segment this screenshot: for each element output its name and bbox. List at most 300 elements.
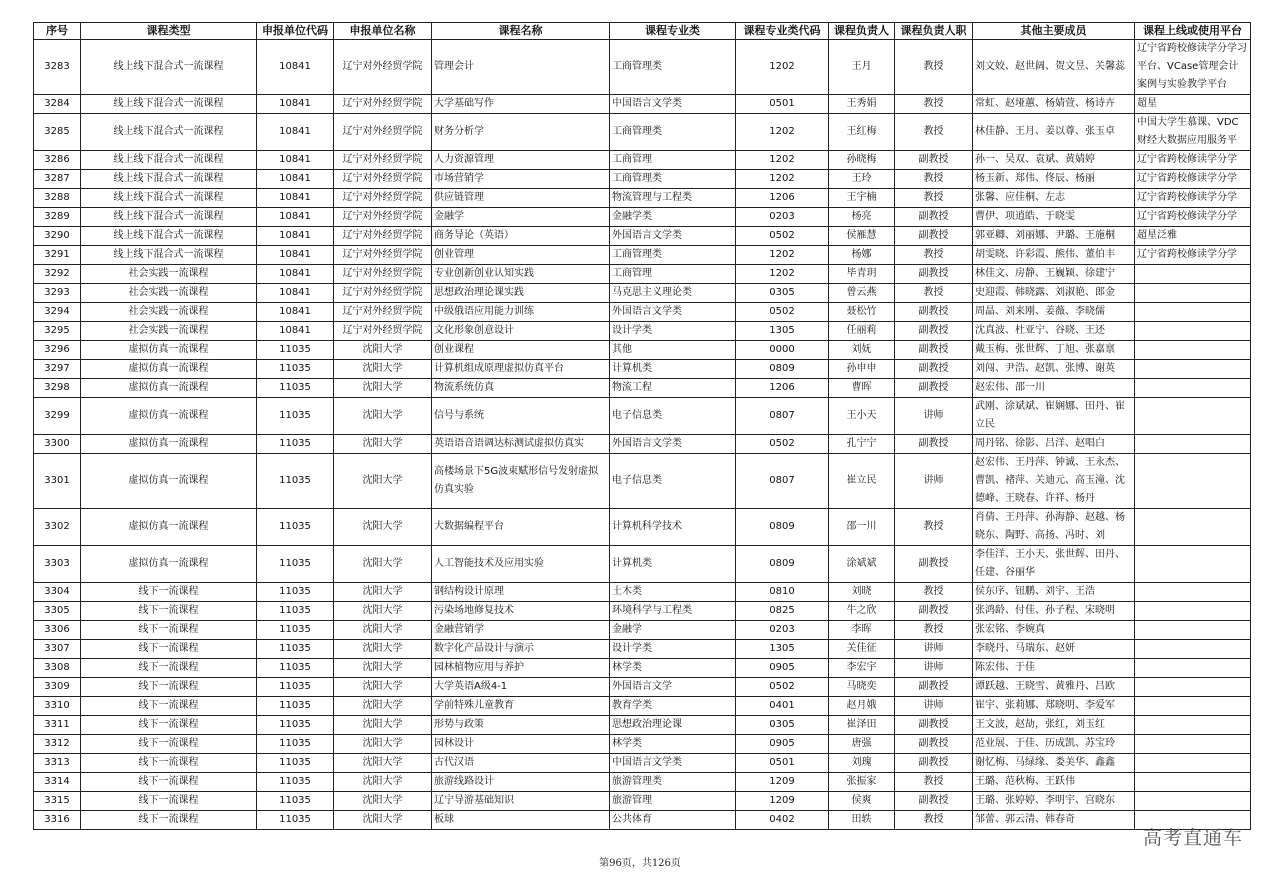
cell-category-code: 0501 <box>736 95 829 114</box>
cell-course-name: 中级俄语应用能力训练 <box>432 303 610 322</box>
cell-members: 郭亚卿、刘丽娜、尹璐、王施桐 <box>973 227 1135 246</box>
header-row <box>34 23 1251 40</box>
cell-lead-title: 副教授 <box>895 602 973 621</box>
cell-members: 周晶、刘来刚、姜薇、李晓儒 <box>973 303 1135 322</box>
cell-unit-code: 11035 <box>257 716 334 735</box>
cell-course-name: 供应链管理 <box>432 189 610 208</box>
table-row <box>34 546 1251 583</box>
cell-unit-name: 沈阳大学 <box>334 792 432 811</box>
table-row <box>34 678 1251 697</box>
cell-lead-title: 副教授 <box>895 735 973 754</box>
course-table <box>33 22 1251 830</box>
cell-lead: 孔宁宁 <box>829 435 895 454</box>
cell-type: 线上线下混合式一流课程 <box>81 151 257 170</box>
cell-platform <box>1135 754 1251 773</box>
cell-lead: 聂松竹 <box>829 303 895 322</box>
table-row <box>34 792 1251 811</box>
header-no: 序号 <box>34 23 81 40</box>
cell-lead: 牛之欣 <box>829 602 895 621</box>
cell-course-name: 财务分析学 <box>432 114 610 151</box>
cell-lead: 李宏宇 <box>829 659 895 678</box>
cell-category-code: 0401 <box>736 697 829 716</box>
cell-unit-code: 11035 <box>257 509 334 546</box>
cell-unit-code: 11035 <box>257 754 334 773</box>
cell-category: 工商管理类 <box>610 170 736 189</box>
cell-unit-code: 11035 <box>257 640 334 659</box>
cell-members: 张鸿龄、付佳、孙子程、宋晓明 <box>973 602 1135 621</box>
cell-course-name: 园林植物应用与养护 <box>432 659 610 678</box>
cell-unit-code: 11035 <box>257 735 334 754</box>
cell-course-name: 高楼场景下5G波束赋形信号发射虚拟仿真实验 <box>432 454 610 509</box>
cell-lead: 王玲 <box>829 170 895 189</box>
cell-type: 线下一流课程 <box>81 621 257 640</box>
cell-no: 3299 <box>34 398 81 435</box>
cell-lead-title: 副教授 <box>895 716 973 735</box>
cell-lead: 李晖 <box>829 621 895 640</box>
cell-category: 计算机类 <box>610 546 736 583</box>
cell-course-name: 板球 <box>432 811 610 830</box>
cell-category-code: 0501 <box>736 754 829 773</box>
cell-lead: 孙晓梅 <box>829 151 895 170</box>
cell-type: 线上线下混合式一流课程 <box>81 40 257 95</box>
cell-platform <box>1135 716 1251 735</box>
table-row <box>34 114 1251 151</box>
cell-no: 3303 <box>34 546 81 583</box>
cell-type: 社会实践一流课程 <box>81 284 257 303</box>
cell-lead-title: 教授 <box>895 40 973 95</box>
cell-type: 虚拟仿真一流课程 <box>81 379 257 398</box>
cell-platform: 超星泛雅 <box>1135 227 1251 246</box>
cell-no: 3316 <box>34 811 81 830</box>
cell-lead: 崔泽田 <box>829 716 895 735</box>
cell-course-name: 园林设计 <box>432 735 610 754</box>
cell-unit-name: 辽宁对外经贸学院 <box>334 151 432 170</box>
table-row <box>34 189 1251 208</box>
cell-unit-code: 11035 <box>257 773 334 792</box>
cell-type: 线上线下混合式一流课程 <box>81 227 257 246</box>
cell-no: 3284 <box>34 95 81 114</box>
cell-type: 虚拟仿真一流课程 <box>81 360 257 379</box>
cell-lead: 曾云燕 <box>829 284 895 303</box>
cell-type: 线上线下混合式一流课程 <box>81 170 257 189</box>
cell-category-code: 0402 <box>736 811 829 830</box>
cell-unit-code: 11035 <box>257 341 334 360</box>
cell-members: 武刚、涂斌斌、崔娴娜、田丹、崔立民 <box>973 398 1135 435</box>
cell-unit-name: 辽宁对外经贸学院 <box>334 265 432 284</box>
cell-members: 王文波，赵劼，张红，刘玉红 <box>973 716 1135 735</box>
cell-unit-name: 沈阳大学 <box>334 379 432 398</box>
cell-lead: 杨亮 <box>829 208 895 227</box>
cell-members: 谢忆梅、马绿缘、娄美华、鑫鑫 <box>973 754 1135 773</box>
cell-course-name: 古代汉语 <box>432 754 610 773</box>
cell-category: 林学类 <box>610 735 736 754</box>
cell-lead-title: 教授 <box>895 621 973 640</box>
cell-unit-name: 沈阳大学 <box>334 811 432 830</box>
cell-no: 3294 <box>34 303 81 322</box>
cell-type: 线下一流课程 <box>81 735 257 754</box>
cell-no: 3297 <box>34 360 81 379</box>
cell-course-name: 创业管理 <box>432 246 610 265</box>
cell-members: 肖倩、王丹萍、孙海静、赵越、杨晓东、陶野、高扬、冯时、刘 <box>973 509 1135 546</box>
cell-members: 沈真波、杜亚宁、谷晓、王还 <box>973 322 1135 341</box>
cell-course-name: 创业课程 <box>432 341 610 360</box>
cell-lead-title: 教授 <box>895 114 973 151</box>
cell-lead: 王红梅 <box>829 114 895 151</box>
cell-unit-code: 10841 <box>257 227 334 246</box>
cell-type: 虚拟仿真一流课程 <box>81 509 257 546</box>
table-row <box>34 151 1251 170</box>
cell-lead: 涂斌斌 <box>829 546 895 583</box>
cell-unit-code: 10841 <box>257 284 334 303</box>
cell-lead: 曹晖 <box>829 379 895 398</box>
cell-members: 刘文姣、赵世阔、贺文昱、关馨蕊 <box>973 40 1135 95</box>
table-row <box>34 454 1251 509</box>
cell-lead: 田轶 <box>829 811 895 830</box>
cell-course-name: 专业创新创业认知实践 <box>432 265 610 284</box>
cell-course-name: 钢结构设计原理 <box>432 583 610 602</box>
cell-no: 3314 <box>34 773 81 792</box>
cell-unit-code: 11035 <box>257 602 334 621</box>
cell-category-code: 1202 <box>736 170 829 189</box>
table-row <box>34 583 1251 602</box>
cell-lead: 王秀娟 <box>829 95 895 114</box>
cell-lead-title: 副教授 <box>895 265 973 284</box>
cell-no: 3312 <box>34 735 81 754</box>
cell-no: 3301 <box>34 454 81 509</box>
cell-unit-name: 沈阳大学 <box>334 678 432 697</box>
cell-lead: 侯爽 <box>829 792 895 811</box>
cell-unit-name: 辽宁对外经贸学院 <box>334 246 432 265</box>
cell-category-code: 0809 <box>736 360 829 379</box>
cell-unit-code: 10841 <box>257 208 334 227</box>
cell-lead: 任丽莉 <box>829 322 895 341</box>
cell-no: 3307 <box>34 640 81 659</box>
cell-unit-code: 10841 <box>257 265 334 284</box>
cell-members: 范业展、于佳、历成凯、苏宝玲 <box>973 735 1135 754</box>
cell-category: 其他 <box>610 341 736 360</box>
table-row <box>34 398 1251 435</box>
cell-unit-code: 10841 <box>257 151 334 170</box>
cell-unit-name: 沈阳大学 <box>334 398 432 435</box>
cell-category-code: 0502 <box>736 303 829 322</box>
table-row <box>34 435 1251 454</box>
cell-unit-code: 11035 <box>257 697 334 716</box>
cell-type: 线下一流课程 <box>81 754 257 773</box>
cell-category-code: 0305 <box>736 716 829 735</box>
table-row <box>34 509 1251 546</box>
cell-unit-name: 辽宁对外经贸学院 <box>334 189 432 208</box>
cell-unit-code: 10841 <box>257 40 334 95</box>
table-row <box>34 246 1251 265</box>
cell-category-code: 1206 <box>736 189 829 208</box>
cell-unit-code: 10841 <box>257 189 334 208</box>
cell-no: 3302 <box>34 509 81 546</box>
cell-members: 赵宏伟、王丹萍、钟诚、王永杰、曹凯、褚萍、关迪元、高玉潼、沈德峰、王晓春、许祥、杨丹 <box>973 454 1135 509</box>
cell-no: 3296 <box>34 341 81 360</box>
cell-members: 赵宏伟、邵一川 <box>973 379 1135 398</box>
table-row <box>34 697 1251 716</box>
cell-unit-name: 沈阳大学 <box>334 754 432 773</box>
cell-category-code: 0000 <box>736 341 829 360</box>
cell-type: 线下一流课程 <box>81 583 257 602</box>
cell-unit-code: 10841 <box>257 170 334 189</box>
cell-no: 3288 <box>34 189 81 208</box>
cell-course-name: 市场营销学 <box>432 170 610 189</box>
cell-category: 外国语言文学类 <box>610 435 736 454</box>
cell-no: 3305 <box>34 602 81 621</box>
cell-lead-title: 副教授 <box>895 208 973 227</box>
cell-category-code: 0810 <box>736 583 829 602</box>
cell-unit-name: 沈阳大学 <box>334 716 432 735</box>
cell-platform <box>1135 792 1251 811</box>
cell-category-code: 1209 <box>736 773 829 792</box>
cell-members: 李佳洋、王小天、张世辉、田丹、任建、谷丽华 <box>973 546 1135 583</box>
header-category-code: 课程专业类代码 <box>736 23 829 40</box>
table-row <box>34 811 1251 830</box>
cell-members: 杨玉新、郑伟、佟辰、杨丽 <box>973 170 1135 189</box>
cell-members: 周丹铭、徐影、吕洋、赵唱白 <box>973 435 1135 454</box>
cell-category: 外国语言文学类 <box>610 303 736 322</box>
table-body <box>34 40 1251 830</box>
cell-category: 工商管理 <box>610 265 736 284</box>
cell-lead: 刘妩 <box>829 341 895 360</box>
cell-category: 工商管理 <box>610 151 736 170</box>
cell-course-name: 计算机组成原理虚拟仿真平台 <box>432 360 610 379</box>
cell-category: 旅游管理 <box>610 792 736 811</box>
cell-category-code: 1202 <box>736 265 829 284</box>
cell-lead: 刘瑰 <box>829 754 895 773</box>
cell-members: 张馨、应佳桐、左志 <box>973 189 1135 208</box>
cell-platform: 辽宁省跨校修读学分学 <box>1135 246 1251 265</box>
cell-members: 张宏铭、李婉真 <box>973 621 1135 640</box>
cell-lead-title: 讲师 <box>895 398 973 435</box>
cell-course-name: 旅游线路设计 <box>432 773 610 792</box>
cell-unit-name: 沈阳大学 <box>334 697 432 716</box>
cell-category: 中国语言文学类 <box>610 754 736 773</box>
cell-unit-code: 11035 <box>257 659 334 678</box>
cell-category: 物流管理与工程类 <box>610 189 736 208</box>
cell-members: 侯东序、钮鹏、刘宇、王浩 <box>973 583 1135 602</box>
cell-lead-title: 讲师 <box>895 659 973 678</box>
cell-no: 3308 <box>34 659 81 678</box>
cell-type: 虚拟仿真一流课程 <box>81 454 257 509</box>
header-members: 其他主要成员 <box>973 23 1135 40</box>
cell-course-name: 人力资源管理 <box>432 151 610 170</box>
cell-category-code: 1202 <box>736 40 829 95</box>
cell-course-name: 数字化产品设计与演示 <box>432 640 610 659</box>
cell-lead-title: 副教授 <box>895 303 973 322</box>
table-row <box>34 754 1251 773</box>
cell-lead: 王月 <box>829 40 895 95</box>
table-row <box>34 379 1251 398</box>
cell-unit-code: 11035 <box>257 583 334 602</box>
cell-type: 线下一流课程 <box>81 640 257 659</box>
cell-category: 设计学类 <box>610 322 736 341</box>
cell-course-name: 学前特殊儿童教育 <box>432 697 610 716</box>
cell-unit-name: 辽宁对外经贸学院 <box>334 227 432 246</box>
cell-platform <box>1135 659 1251 678</box>
cell-lead-title: 副教授 <box>895 341 973 360</box>
cell-members: 孙一、吴双、袁斌、黄婧婷 <box>973 151 1135 170</box>
cell-unit-name: 沈阳大学 <box>334 454 432 509</box>
cell-category: 金融学类 <box>610 208 736 227</box>
cell-course-name: 物流系统仿真 <box>432 379 610 398</box>
header-type: 课程类型 <box>81 23 257 40</box>
cell-lead-title: 教授 <box>895 170 973 189</box>
cell-unit-code: 11035 <box>257 379 334 398</box>
cell-unit-name: 辽宁对外经贸学院 <box>334 322 432 341</box>
cell-members: 戴玉梅、张世辉、丁旭、张嘉禀 <box>973 341 1135 360</box>
cell-no: 3315 <box>34 792 81 811</box>
cell-platform <box>1135 398 1251 435</box>
cell-course-name: 商务导论（英语） <box>432 227 610 246</box>
cell-no: 3310 <box>34 697 81 716</box>
cell-category: 物流工程 <box>610 379 736 398</box>
cell-lead-title: 讲师 <box>895 640 973 659</box>
cell-members: 谭跃越、王晓雪、黄雅丹、吕欧 <box>973 678 1135 697</box>
cell-course-name: 辽宁导游基础知识 <box>432 792 610 811</box>
table-row <box>34 602 1251 621</box>
table-row <box>34 284 1251 303</box>
table-row <box>34 95 1251 114</box>
cell-course-name: 大学基础写作 <box>432 95 610 114</box>
cell-type: 线下一流课程 <box>81 716 257 735</box>
cell-no: 3289 <box>34 208 81 227</box>
cell-platform <box>1135 735 1251 754</box>
cell-platform <box>1135 435 1251 454</box>
cell-lead: 杨娜 <box>829 246 895 265</box>
cell-members: 林佳静、王月、姜以尊、张玉卓 <box>973 114 1135 151</box>
cell-no: 3313 <box>34 754 81 773</box>
cell-lead: 孙申申 <box>829 360 895 379</box>
cell-unit-code: 11035 <box>257 811 334 830</box>
cell-no: 3292 <box>34 265 81 284</box>
table-row <box>34 170 1251 189</box>
cell-category-code: 0502 <box>736 227 829 246</box>
cell-category-code: 0502 <box>736 435 829 454</box>
cell-category: 设计学类 <box>610 640 736 659</box>
cell-unit-code: 10841 <box>257 114 334 151</box>
cell-category-code: 0809 <box>736 546 829 583</box>
cell-category-code: 0203 <box>736 208 829 227</box>
cell-course-name: 英语语音语调达标测试虚拟仿真实 <box>432 435 610 454</box>
cell-type: 线下一流课程 <box>81 697 257 716</box>
cell-members: 曹伊、项逍皓、于晓雯 <box>973 208 1135 227</box>
cell-unit-name: 沈阳大学 <box>334 621 432 640</box>
cell-type: 线下一流课程 <box>81 792 257 811</box>
watermark-text: 高考直通车 <box>1143 827 1244 849</box>
cell-members: 常虹、赵垭蕙、杨婧萱、杨诗卉 <box>973 95 1135 114</box>
cell-unit-code: 10841 <box>257 303 334 322</box>
cell-category-code: 1202 <box>736 246 829 265</box>
cell-no: 3300 <box>34 435 81 454</box>
cell-type: 线上线下混合式一流课程 <box>81 114 257 151</box>
cell-members: 刘闯、尹浩、赵凯、张博、谢英 <box>973 360 1135 379</box>
cell-lead-title: 副教授 <box>895 678 973 697</box>
cell-category-code: 0905 <box>736 659 829 678</box>
cell-lead: 刘晓 <box>829 583 895 602</box>
cell-platform <box>1135 265 1251 284</box>
cell-no: 3304 <box>34 583 81 602</box>
cell-members: 邹蕾、郭云清、韩春奇 <box>973 811 1135 830</box>
cell-lead-title: 教授 <box>895 284 973 303</box>
cell-platform: 超星 <box>1135 95 1251 114</box>
cell-unit-code: 11035 <box>257 546 334 583</box>
cell-lead-title: 副教授 <box>895 151 973 170</box>
cell-lead-title: 副教授 <box>895 360 973 379</box>
cell-lead: 关佳征 <box>829 640 895 659</box>
cell-lead: 崔立民 <box>829 454 895 509</box>
cell-unit-name: 沈阳大学 <box>334 583 432 602</box>
cell-category: 电子信息类 <box>610 454 736 509</box>
cell-lead: 马晓奕 <box>829 678 895 697</box>
cell-course-name: 金融学 <box>432 208 610 227</box>
cell-members: 王璐、张婷婷、李明宇、宫晓东 <box>973 792 1135 811</box>
cell-category-code: 0502 <box>736 678 829 697</box>
table-row <box>34 621 1251 640</box>
cell-lead-title: 教授 <box>895 95 973 114</box>
cell-lead: 侯雁慧 <box>829 227 895 246</box>
cell-unit-code: 11035 <box>257 435 334 454</box>
cell-category-code: 0905 <box>736 735 829 754</box>
cell-members: 李晓丹、马瑞东、赵妍 <box>973 640 1135 659</box>
cell-category-code: 1202 <box>736 151 829 170</box>
table-row <box>34 208 1251 227</box>
cell-lead-title: 副教授 <box>895 379 973 398</box>
cell-category: 电子信息类 <box>610 398 736 435</box>
cell-platform <box>1135 454 1251 509</box>
cell-category-code: 1305 <box>736 640 829 659</box>
cell-unit-code: 10841 <box>257 95 334 114</box>
cell-type: 虚拟仿真一流课程 <box>81 398 257 435</box>
cell-no: 3311 <box>34 716 81 735</box>
cell-no: 3286 <box>34 151 81 170</box>
cell-course-name: 文化形象创意设计 <box>432 322 610 341</box>
table-row <box>34 265 1251 284</box>
cell-members: 王璐、范秋梅、王跃伟 <box>973 773 1135 792</box>
cell-platform <box>1135 322 1251 341</box>
table-row <box>34 735 1251 754</box>
cell-type: 线下一流课程 <box>81 659 257 678</box>
cell-category: 中国语言文学类 <box>610 95 736 114</box>
cell-unit-name: 辽宁对外经贸学院 <box>334 95 432 114</box>
cell-lead-title: 副教授 <box>895 322 973 341</box>
cell-members: 史迎霞、韩晓露、刘淑艳、郎金 <box>973 284 1135 303</box>
cell-category: 外国语言文学类 <box>610 227 736 246</box>
cell-category: 林学类 <box>610 659 736 678</box>
cell-unit-name: 沈阳大学 <box>334 659 432 678</box>
cell-lead-title: 教授 <box>895 811 973 830</box>
cell-unit-name: 沈阳大学 <box>334 735 432 754</box>
cell-unit-name: 沈阳大学 <box>334 341 432 360</box>
cell-members: 陈宏伟、于佳 <box>973 659 1135 678</box>
cell-platform <box>1135 697 1251 716</box>
cell-lead-title: 教授 <box>895 509 973 546</box>
cell-lead: 唐强 <box>829 735 895 754</box>
cell-lead-title: 副教授 <box>895 435 973 454</box>
page-number: 第96页，共126页 <box>599 858 681 869</box>
cell-platform <box>1135 284 1251 303</box>
cell-category-code: 0807 <box>736 454 829 509</box>
cell-category: 环境科学与工程类 <box>610 602 736 621</box>
cell-category: 计算机科学技术 <box>610 509 736 546</box>
cell-course-name: 思想政治理论课实践 <box>432 284 610 303</box>
cell-lead-title: 讲师 <box>895 697 973 716</box>
cell-type: 社会实践一流课程 <box>81 303 257 322</box>
cell-no: 3293 <box>34 284 81 303</box>
cell-type: 线下一流课程 <box>81 811 257 830</box>
cell-platform: 辽宁省跨校修读学分学 <box>1135 170 1251 189</box>
